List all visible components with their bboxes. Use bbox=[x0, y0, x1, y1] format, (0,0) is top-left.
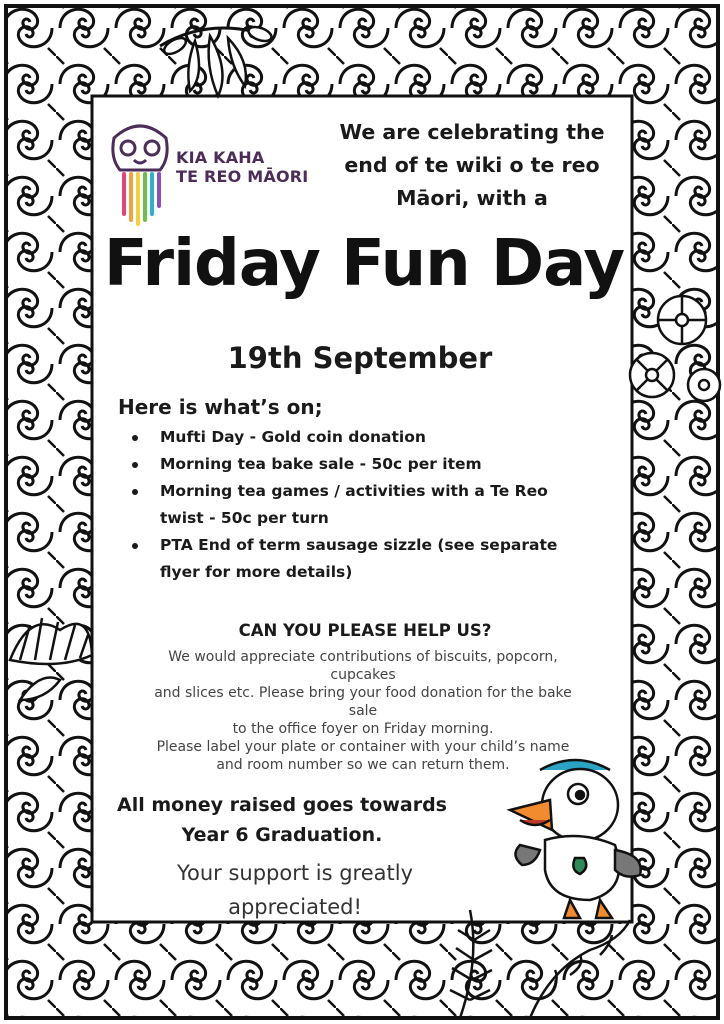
event-date: 19th September bbox=[227, 341, 493, 375]
logo-line-1: KIA KAHA bbox=[176, 148, 265, 167]
event-title: Friday Fun Day bbox=[103, 227, 625, 301]
help-line: sale bbox=[348, 703, 378, 719]
logo-text bbox=[176, 148, 308, 186]
list-item: PTA End of term sausage sizzle (see separate flyer for more details) bbox=[128, 532, 608, 586]
kowhai-flower-icon bbox=[150, 6, 280, 106]
intro-text bbox=[318, 116, 626, 215]
money-line-1: All money raised goes towards bbox=[117, 794, 447, 816]
support-line-2: appreciated! bbox=[228, 895, 362, 919]
list-item: Mufti Day - Gold coin donation bbox=[128, 424, 608, 451]
intro-line-3: Māori, with a bbox=[396, 186, 548, 210]
help-line: to the office foyer on Friday morning. bbox=[232, 721, 494, 737]
help-line: cupcakes bbox=[330, 667, 396, 683]
help-heading: CAN YOU PLEASE HELP US? bbox=[238, 621, 492, 640]
list-item: Morning tea games / activities with a Te Reo twist - 50c per turn bbox=[128, 478, 608, 532]
logo bbox=[104, 118, 314, 228]
intro-line-2: end of te wiki o te reo bbox=[344, 153, 600, 177]
help-line: and slices etc. Please bring your food donation for the bake bbox=[154, 685, 572, 701]
whats-on-list bbox=[128, 424, 608, 586]
pukeko-mascot-icon bbox=[500, 750, 650, 920]
money-note bbox=[92, 790, 472, 850]
logo-line-2: TE REO MĀORI bbox=[176, 167, 309, 186]
tiki-face-icon bbox=[104, 118, 176, 228]
support-line-1: Your support is greatly bbox=[176, 861, 414, 885]
money-line-2: Year 6 Graduation. bbox=[181, 824, 383, 846]
whats-on-heading: Here is what’s on; bbox=[118, 395, 323, 419]
help-line: Please label your plate or container with your child’s name bbox=[156, 739, 570, 755]
pohutukawa-flower-icon bbox=[0, 600, 100, 710]
help-line: and room number so we can return them. bbox=[216, 757, 510, 773]
help-line: We would appreciate contributions of biscuits, popcorn, bbox=[168, 649, 558, 665]
support-note bbox=[150, 856, 440, 924]
list-item: Morning tea bake sale - 50c per item bbox=[128, 451, 608, 478]
intro-line-1: We are celebrating the bbox=[339, 120, 605, 144]
